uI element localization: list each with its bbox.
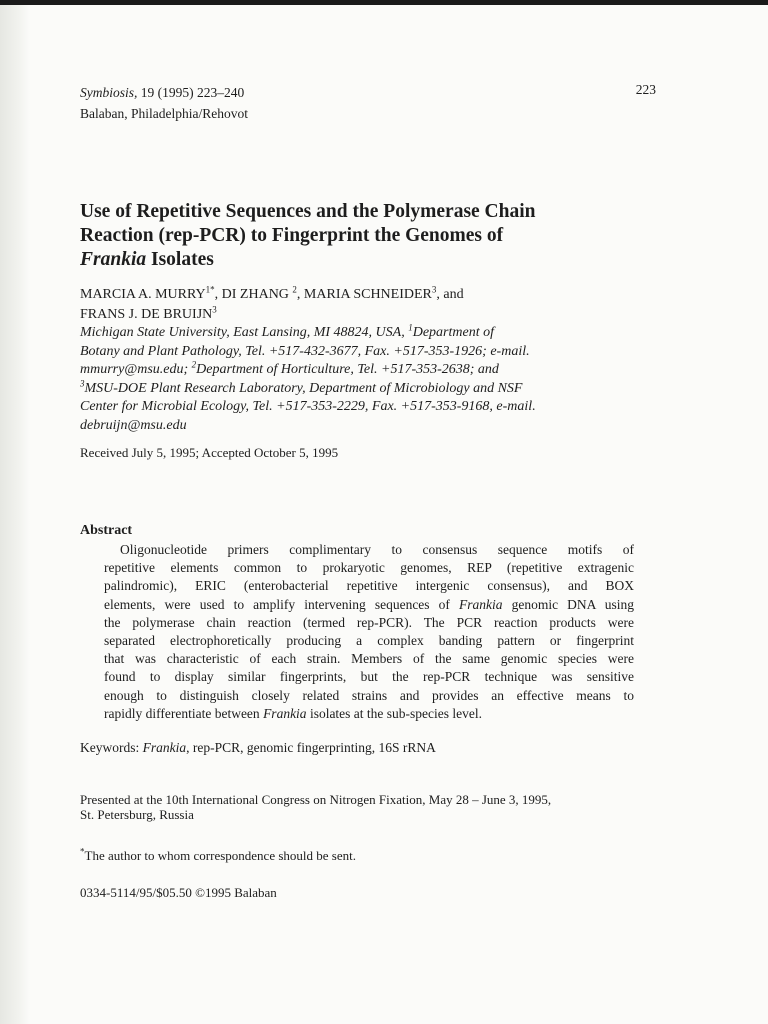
abstract-line: separated electrophoretically producing a complex banding pattern or fingerprint <box>104 633 634 649</box>
affiliation-line <box>80 324 660 343</box>
abstract-line: repetitive elements common to prokaryotic genomes, REP (repetitive extragenic <box>104 560 634 576</box>
presented-line: St. Petersburg, Russia <box>80 807 194 822</box>
affiliation-line <box>80 361 660 380</box>
title-line: Use of Repetitive Sequences and the Polymerase Chain <box>80 201 536 222</box>
abstract-text: isolates at the sub-species level. <box>306 705 483 721</box>
author-murry: MARCIA A. MURRY <box>80 287 206 302</box>
title-italic: Frankia <box>80 249 147 270</box>
correspondence-footnote <box>80 848 356 864</box>
author-list <box>80 285 680 324</box>
article-title <box>80 200 680 272</box>
affiliation-line: Center for Microbial Ecology, Tel. +517-353-2229, Fax. +517-353-9168, e-mail. <box>80 399 536 414</box>
author-sup: 2 <box>292 284 297 295</box>
journal-name: Symbiosis, <box>80 85 138 100</box>
affiliation-text: Michigan State University, East Lansing, MI 48824, USA, <box>80 325 409 340</box>
keyword-frankia: Frankia <box>142 740 187 755</box>
author-and: , and <box>436 287 464 302</box>
page-number: 223 <box>635 82 656 97</box>
authors-line <box>80 305 680 325</box>
scan-top-border <box>0 0 768 5</box>
abstract-line: palindromic), ERIC (enterobacterial repetitive intergenic consensus), and BOX <box>104 578 634 594</box>
affiliation-line <box>80 377 660 399</box>
journal-header <box>80 82 248 124</box>
presented-note <box>80 792 680 822</box>
abstract-body <box>104 541 634 723</box>
title-rest: Isolates <box>146 249 214 270</box>
affiliation-sup: 1 <box>408 322 413 333</box>
keywords-label: Keywords: <box>80 740 140 755</box>
keywords <box>80 740 436 756</box>
abstract-line: the polymerase chain reaction (termed rep-PCR). The PCR reaction products were <box>104 614 634 630</box>
author-zhang: , DI ZHANG <box>214 287 293 302</box>
journal-citation <box>80 82 248 103</box>
authors-line <box>80 285 680 305</box>
publisher: Balaban, Philadelphia/Rehovot <box>80 106 248 121</box>
author-sup: 1* <box>205 284 215 295</box>
author-schneider: , MARIA SCHNEIDER <box>296 287 432 302</box>
title-line: Reaction (rep-PCR) to Fingerprint the Genomes of <box>80 225 504 246</box>
abstract-line: that was characteristic of each strain. Members of the same genomic species were <box>104 651 634 667</box>
presented-line: Presented at the 10th International Congress on Nitrogen Fixation, May 28 – June 3, 1995, <box>80 792 552 807</box>
abstract-text: rapidly differentiate between <box>104 705 264 721</box>
author-sup: 3 <box>212 303 217 314</box>
affiliation-sup: 3 <box>80 377 85 388</box>
abstract-heading: Abstract <box>80 523 133 538</box>
affiliation-text: MSU-DOE Plant Research Laboratory, Department of Microbiology and NSF <box>84 380 523 396</box>
abstract-text: elements, were used to amplify intervening sequences of <box>104 596 459 612</box>
affiliation-line: Botany and Plant Pathology, Tel. +517-432-3677, Fax. +517-353-1926; e-mail. <box>80 343 530 359</box>
affiliation-text: Department of Horticulture, Tel. +517-353-2638; and <box>196 362 499 377</box>
author-sup: 3 <box>431 284 437 295</box>
author-de-bruijn: FRANS J. DE BRUIJN <box>80 306 213 322</box>
abstract-line: Oligonucleotide primers complimentary to consensus sequence motifs of <box>120 542 634 557</box>
abstract-italic: Frankia <box>263 705 307 721</box>
affiliations <box>80 324 660 435</box>
journal-volume: 19 (1995) 223–240 <box>137 85 245 100</box>
abstract-line <box>104 705 634 723</box>
abstract-line <box>104 596 634 614</box>
abstract-line: found to display similar fingerprints, but the rep-PCR technique was sensitive <box>104 669 634 685</box>
footnote-text: The author to whom correspondence should be sent. <box>84 848 356 863</box>
email-debruijn: debruijn@msu.edu <box>80 417 187 433</box>
abstract-text: genomic DNA using <box>502 596 634 612</box>
footnote-mark: * <box>80 846 85 857</box>
email-murry: mmurry@msu.edu; <box>80 362 192 377</box>
scan-left-shadow <box>0 5 30 1024</box>
title-line <box>80 248 680 272</box>
abstract-line: enough to distinguish closely related strains and provides an effective means to <box>104 687 634 703</box>
received-dates: Received July 5, 1995; Accepted October 5, 1995 <box>80 445 339 460</box>
affiliation-text: Department of <box>412 325 494 340</box>
affiliation-sup: 2 <box>191 359 197 370</box>
abstract-italic: Frankia <box>458 596 503 612</box>
issn-copyright: 0334-5114/95/$05.50 ©1995 Balaban <box>80 885 277 900</box>
keywords-rest: , rep-PCR, genomic fingerprinting, 16S rRNA <box>186 740 436 755</box>
